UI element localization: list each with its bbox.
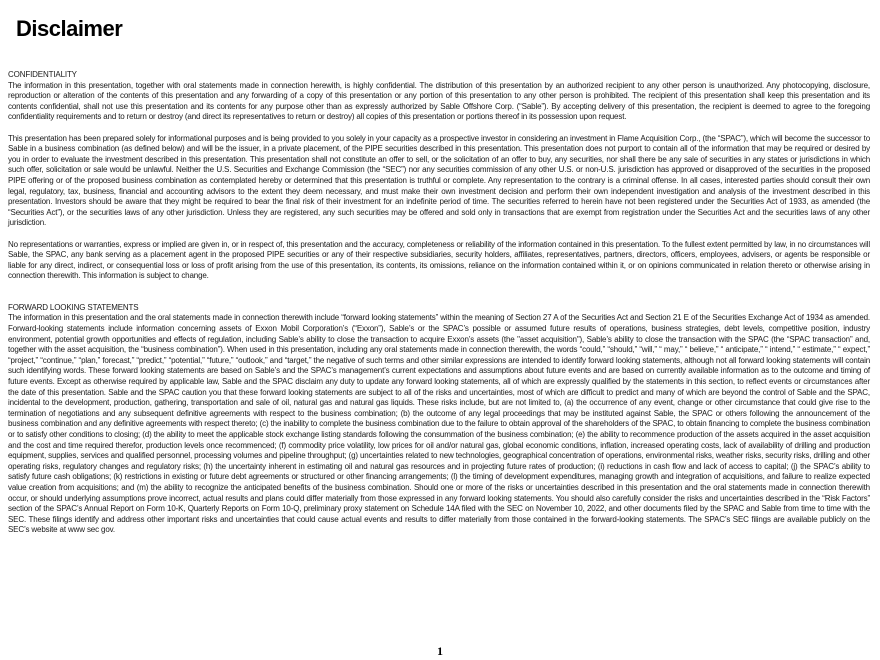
disclaimer-body	[8, 70, 870, 536]
forward-looking-paragraph: The information in this presentation and the oral statements made in connection therewith include “forward looking statements” within the meaning of Section 27 A of the Securities Act and Section 21 E of the Securities Exchange Act of 1934 as amended. Forward-looking statements include information concerning assets of Exxon Mobil Corporation’s (“Exxon”), Sable’s or the SPAC’s possible or assumed future results of operations, business strategies, debt levels, competitive position, industry environment, potential growth opportunities and effects of regulation, including Sable’s ability to close the transaction to acquire Exxon’s assets (the "asset acquisition"), Sable’s ability to close the transaction with the SPAC (the “SPAC transaction” and, together with the asset acquisition, the “business combination”). When used in this presentation, including any oral statements made in connection therewith, the words “could,” “should,” “will,” “ may,” “ believe,” “ anticipate,” “ intend,” “ estimate,” “ expect,” “project,” “continue,” “plan,” forecast,” “predict,” “potential,” “future,” “outlook,” and “target,” the negative of such terms and other similar expressions are intended to identify forward looking statements, although not all forward looking statements will contain such identifying words. These forward looking statements are based on Sable’s and the SPAC’s management’s current expectations and assumptions about future events and are based on currently available information as to the outcome and timing of future events. Except as otherwise required by applicable law, Sable and the SPAC disclaim any duty to update any forward looking statements, all of which are expressly qualified by the statements in this section, to reflect events or circumstances after the date of this presentation. Sable and the SPAC caution you that these forward looking statements are subject to all of the risks and uncertainties, most of which are difficult to predict and many of which are beyond the control of Sable and the SPAC, incidental to the development, production, gathering, transportation and sale of oil, natural gas and natural gas liquids. These risks include, but are not limited to, (a) the occurrence of any event, change or other circumstance that could give rise to the termination of negotiations and any subsequent definitive agreements with respect to the business combination; (b) the outcome of any legal proceedings that may be instituted against Sable, the SPAC or others following the announcement of the business combination and any definitive agreements with respect thereto; (c) the inability to complete the business combination due to the failure to obtain approval of the shareholders of the SPAC, to obtain financing to complete the business combination or to satisfy other conditions to closing; (d) the ability to meet the applicable stock exchange listing standards following the consummation of the business combination; (e) the ability to recommence production of the assets acquired in the asset acquisition and the cost and time required therefor, production levels once recommenced; (f) commodity price volatility, low prices for oil and/or natural gas, global economic conditions, inflation, increased operating costs, lack of availability of drilling and production equipment, supplies, services and qualified personnel, processing volumes and pipeline throughput; (g) uncertainties related to new technologies, geographical concentration of operations, environmental risks, weather risks, security risks, drilling and other operating risks, regulatory changes and regulatory risks; (h) the uncertainty inherent in estimating oil and natural gas resources and in projecting future rates of production; (i) reductions in cash flow and lack of access to capital; (j) the SPAC’s ability to satisfy future cash obligations; (k) restrictions in existing or future debt agreements or structured or other financing arrangements; (l) the timing of development expenditures, managing growth and integration of acquisitions, and failure to realize expected value creation from acquisitions; and (m) the ability to recognize the anticipated benefits of the business combination. Should one or more of the risks or uncertainties described in this presentation and the oral statements made in connection therewith occur, or should underlying assumptions prove incorrect, actual results and plans could differ materially from those expressed in any forward looking statements. You should also carefully consider the risks and uncertainties described in the “Risk Factors” section of the SPAC’s Annual Report on Form 10-K, Quarterly Reports on Form 10-Q, preliminary proxy statement on Schedule 14A filed with the SEC on November 10, 2022, and other documents filed by the SPAC and Sable from time to time with the SEC. These filings identify and address other important risks and uncertainties that could cause actual events and results to differ materially from those contained in the forward-looking statements. The SPAC’s SEC filings are available publicly on the SEC’s website at www sec gov.	[8, 313, 870, 535]
confidentiality-paragraph-3: No representations or warranties, express or implied are given in, or in respect of, this presentation and the accuracy, completeness or reliability of the information contained in this presentation. To the fullest extent permitted by law, in no circumstances will Sable, the SPAC, any bank serving as a placement agent in the proposed PIPE securities or any of their respective subsidiaries, security holders, affiliates, representatives, partners, directors, officers, employees, advisers, or agents be responsible or liable for any direct, indirect, or consequential loss or loss of profit arising from the use of this presentation, its contents, its omissions, reliance on the information contained within it, or on opinions communicated in relation thereto or otherwise arising in connection therewith. This information is subject to change.	[8, 239, 870, 281]
confidentiality-heading: CONFIDENTIALITY	[8, 70, 77, 79]
confidentiality-paragraph-1: The information in this presentation, together with oral statements made in connection herewith, is highly confidential. The distribution of this presentation by an authorized recipient to any other person is unauthorized. Any photocopying, disclosure, reproduction or alteration of the contents of this presentation and any forwarding of a copy of this presentation or any portion of this presentation to any other person is prohibited. The recipient of this presentation shall keep this presentation and its contents confidential, shall not use this presentation and its contents for any purpose other than as expressly authorized by Sable Offshore Corp. (“Sable”). By accepting delivery of this presentation, the recipient is deemed to agree to the foregoing confidentiality requirements and to return or destroy (and direct its representatives to return or destroy) all copies of this presentation or portions thereof in its possession upon request.	[8, 80, 870, 122]
page-title: Disclaimer	[16, 16, 123, 41]
confidentiality-paragraph-2: This presentation has been prepared solely for informational purposes and is being provided to you solely in your capacity as a prospective investor in considering an investment in Flame Acquisition Corp., (the “SPAC”), which will become the successor to Sable in a business combination (as defined below) and will be the issuer, in a private placement, of the PIPE securities described in this presentation. This presentation does not purport to contain all of the information that may be required or desired by you in order to evaluate the investment described in this presentation. This presentation shall not constitute an offer to sell, or the solicitation of an offer to buy, any securities, nor shall there be any sale of securities in any states or jurisdictions in which such offer, solicitation or sale would be unlawful. Neither the U.S. Securities and Exchange Commission (the “SEC”) nor any securities commission of any other U.S. or non-U.S. jurisdiction has approved or disapproved of the securities in the proposed PIPE offering or of the proposed business combination as contemplated hereby or determined that this presentation is truthful or complete. Any representation to the contrary is a criminal offense. In all cases, interested parties should consult their own legal, regulatory, tax, business, financial and accounting advisors to the extent they deem necessary, and must make their own investment decision and perform their own independent investigation and analysis of the investment described in this presentation. Investors should be aware that they might be required to bear the final risk of their investment for an indefinite period of time. The securities referred to herein have not been registered under the Securities Act of 1933, as amended (the “Securities Act”), or the securities laws of any other jurisdiction. Unless they are registered, any such securities may be offered and sold only in transactions that are exempt from registration under the Securities Act and the securities laws of any other jurisdiction.	[8, 133, 870, 228]
forward-looking-heading: FORWARD LOOKING STATEMENTS	[8, 302, 139, 312]
page-number: 1	[437, 644, 443, 658]
